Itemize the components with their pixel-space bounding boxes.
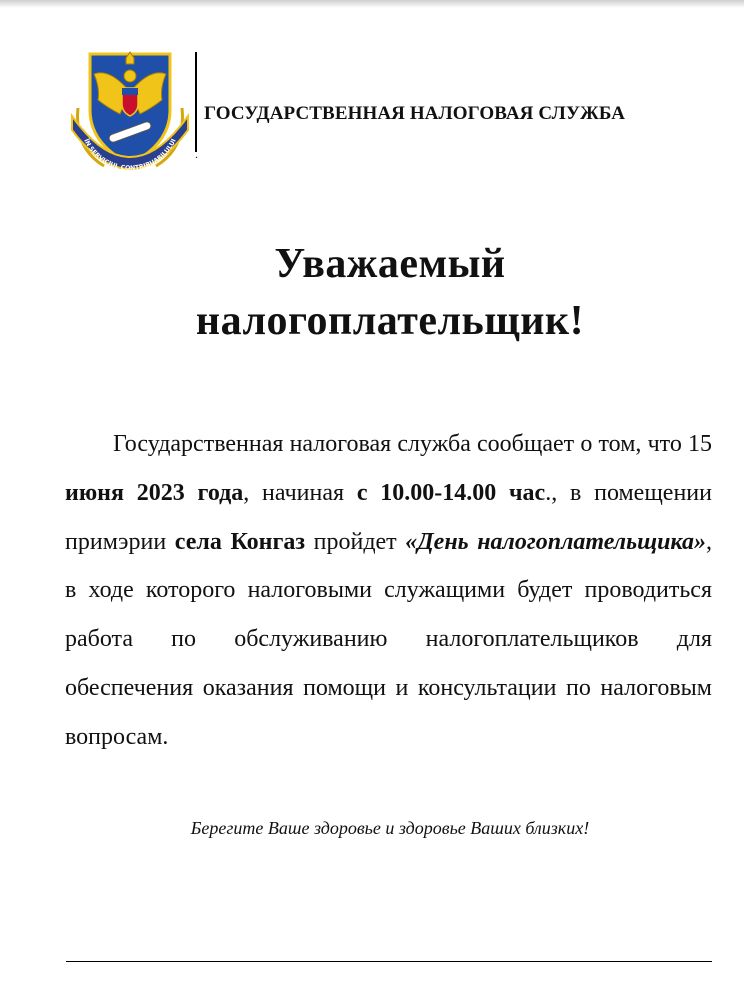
- page-top-shadow: [0, 0, 744, 8]
- announcement-body: [65, 420, 712, 762]
- header-dot: .: [195, 147, 198, 161]
- body-text-2: , начиная: [243, 479, 357, 506]
- title-line-1: Уважаемый: [274, 241, 506, 287]
- emblem-logo: [64, 48, 196, 176]
- event-date: июня 2023 года: [65, 479, 244, 506]
- body-text-4: пройдет: [305, 528, 406, 555]
- body-text-3: ., в помещении примэрии: [65, 479, 712, 555]
- event-location: села Конгаз: [174, 528, 306, 555]
- page-title: [0, 236, 744, 350]
- event-time: с 10.00-14.00 час: [356, 479, 546, 506]
- event-name: «День налогоплательщика»: [405, 528, 706, 555]
- title-line-2: налогоплательщик!: [195, 298, 585, 344]
- footer-divider: [66, 961, 712, 962]
- closing-note: Берегите Ваше здоровье и здоровье Ваших близких!: [190, 818, 590, 838]
- header-divider: [195, 52, 197, 152]
- body-text-5: , в ходе которого налоговыми служащими будет проводиться работа по обслуживанию налогоплательщиков для обеспечения оказания помощи и консультации по налоговым вопросам.: [65, 528, 712, 750]
- agency-name: ГОСУДАРСТВЕННАЯ НАЛОГОВАЯ СЛУЖБА: [204, 103, 626, 124]
- emblem-motto: ÎN SERVICIUL CONTRIBUABILULUI: [82, 137, 178, 173]
- body-text-1: Государственная налоговая служба сообщает о том, что 15: [113, 431, 712, 457]
